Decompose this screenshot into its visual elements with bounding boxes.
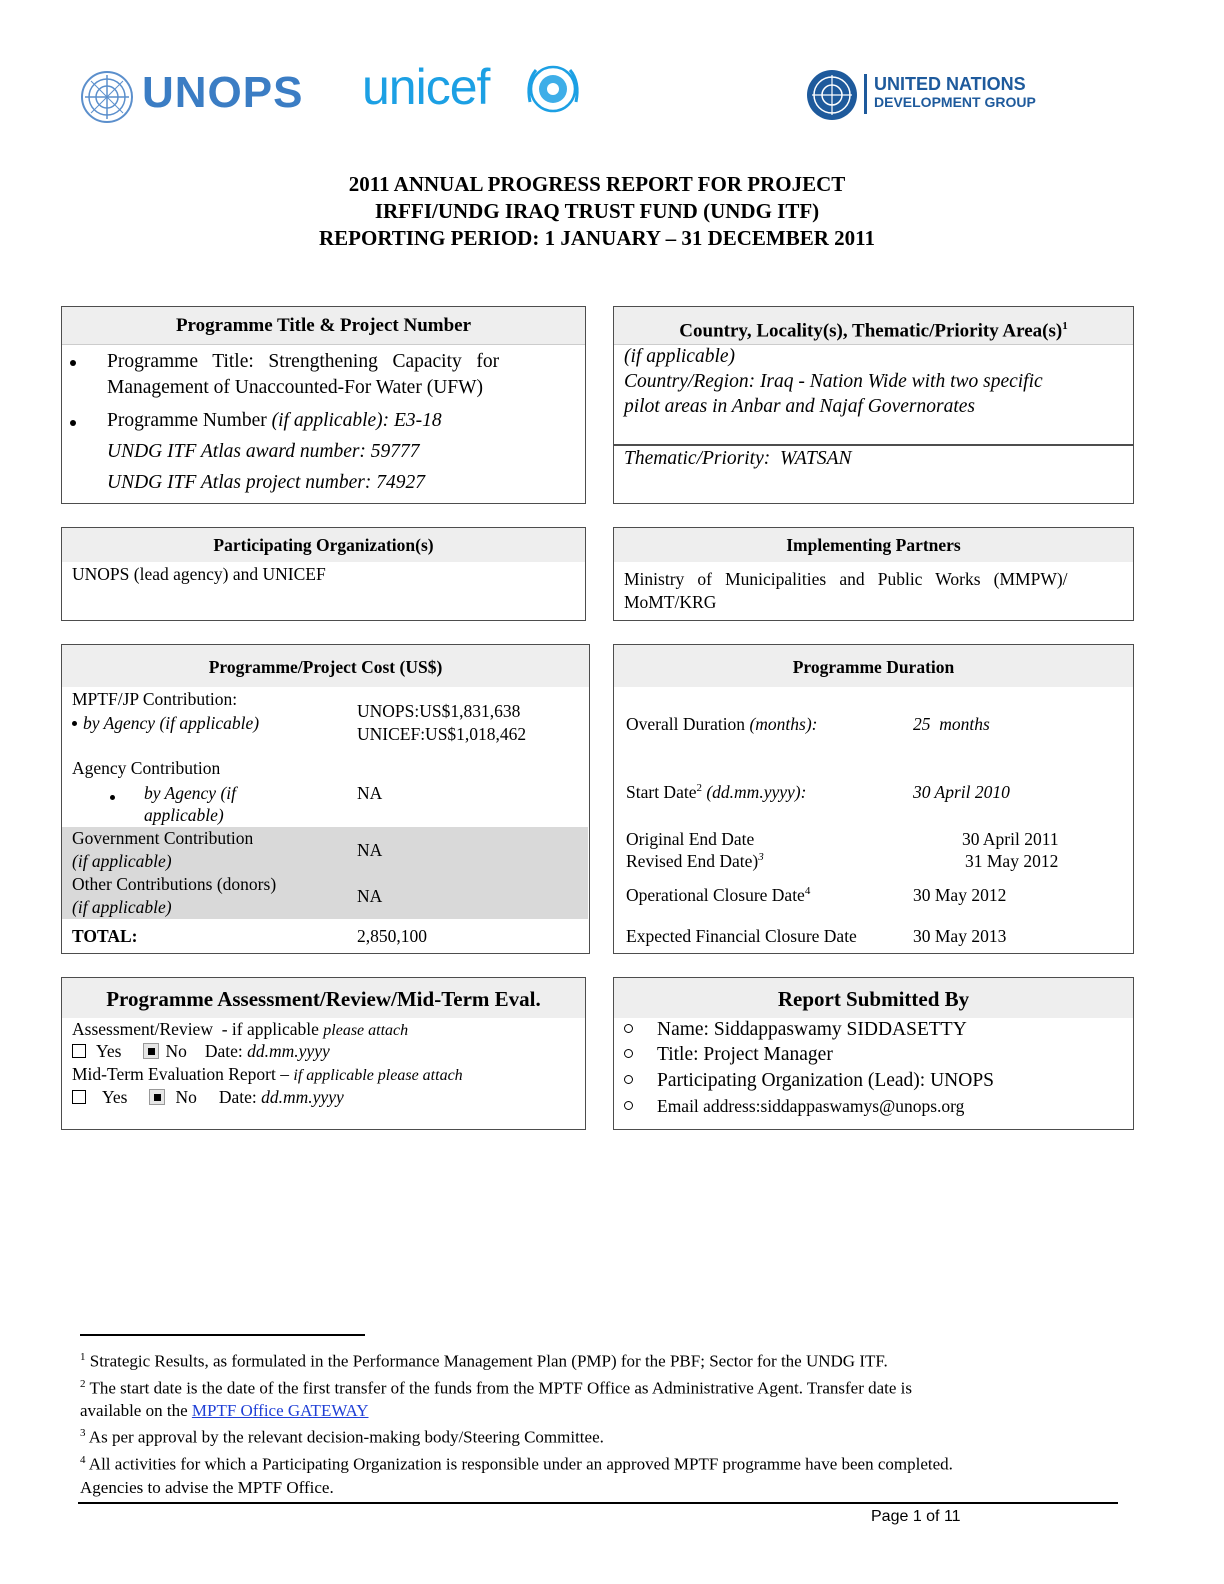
cost-box [61,644,590,954]
country-region-line1: Country/Region: Iraq - Nation Wide with two specific [624,371,1043,392]
submitter-name: Name: Siddappaswamy SIDDASETTY [657,1019,967,1040]
midterm-attach: if applicable please attach [293,1067,463,1084]
country-heading [614,307,1133,345]
submitter-email: Email address:siddappaswamys@unops.org [657,1096,965,1116]
midterm-yes-label: Yes [102,1087,128,1107]
footnote-ref-2: 2 [696,782,702,795]
footnote-4-number: 4 [80,1453,86,1466]
participating-box [61,527,586,621]
footnote-3 [80,1422,1140,1449]
review-label [72,1019,408,1040]
review-date-label: Date: [204,1041,248,1061]
atlas-award-number: UNDG ITF Atlas award number: 59777 [107,441,420,462]
submitter-org-row [624,1070,994,1092]
total-value: 2,850,100 [357,926,427,946]
atlas-project-number: UNDG ITF Atlas project number: 74927 [107,472,425,493]
submitter-email-row [624,1096,964,1117]
op-label: Operational Closure Date [626,885,805,905]
start-format: (dd.mm.yyyy): [701,782,807,802]
midterm-label-text: Mid-Term Evaluation Report – [72,1064,294,1084]
original-end-label: Original End Date [626,829,755,849]
bullet-icon [110,795,115,800]
country-box [613,306,1134,504]
midterm-options [72,1087,344,1108]
undg-emblem [805,68,859,122]
agency-by-agency-b: applicable) [144,805,224,825]
footer-rule [78,1502,1118,1504]
footnote-2-cont [80,1399,1140,1422]
revised-label: Revised End Date) [626,851,759,871]
footnote-3-text: As per approval by the relevant decision-making body/Steering Committee. [85,1427,604,1447]
overall-label: Overall Duration [626,714,750,734]
unops-amount: UNOPS:US$1,831,638 [357,701,521,721]
footnote-1 [80,1346,1140,1373]
unicef-globe-icon [522,62,584,120]
overall-duration-value: 25 months [913,714,990,734]
footnote-4-text: All activities for which a Participating Organization is responsible under an approved MPTF programme have been completed. [85,1454,953,1474]
implementing-box [613,527,1134,621]
programme-number-value: (if applicable): E3-18 [271,410,442,431]
footnote-4-text-b: Agencies to advise the MPTF Office. [80,1477,334,1497]
original-end-value: 30 April 2011 [962,829,1059,849]
implementing-line2: MoMT/KRG [624,592,717,612]
submitted-heading: Report Submitted By [614,978,1133,1018]
un-emblem-icon [80,70,134,124]
total-label: TOTAL: [72,926,138,946]
unicef-amount: UNICEF:US$1,018,462 [357,724,527,744]
programme-title-box [61,306,586,504]
submitter-name-row [624,1019,967,1041]
by-agency-label: by Agency (if applicable) [83,713,260,733]
duration-heading: Programme Duration [614,645,1133,687]
unicef-emblem [522,62,584,120]
undg-divider [864,74,867,114]
midterm-label [72,1064,463,1085]
circle-bullet-icon [624,1049,633,1058]
start-label: Start Date [626,782,697,802]
footnotes [80,1346,1140,1499]
review-attach: please attach [323,1022,409,1039]
programme-number-label: Programme Number [107,410,272,431]
review-options [72,1041,330,1062]
programme-title-text: Programme Title: Strengthening Capacity for [107,351,500,372]
other-label: Other Contributions (donors) [72,874,277,894]
agency-by-agency-a: by Agency (if [144,783,236,803]
un-globe-icon [805,68,859,122]
implementing-line1: Ministry of Municipalities and Public Works (MMPW)/ [624,569,1068,589]
submitter-title-row [624,1044,833,1066]
undg-logo-line1: UNITED NATIONS [874,74,1026,94]
review-no-label: No [165,1041,187,1061]
overall-duration-label [626,714,817,735]
review-label-text: Assessment/Review - if applicable [72,1019,324,1039]
programme-number [107,410,442,432]
assessment-box [61,977,586,1130]
start-date-label [626,782,806,803]
duration-box [613,644,1134,954]
start-date-value: 30 April 2010 [913,782,1010,802]
country-region-line2: pilot areas in Anbar and Najaf Governorates [624,396,975,417]
review-no-checkbox[interactable] [143,1043,159,1059]
other-if: (if applicable) [72,897,172,917]
report-title-line2: IRFFI/UNDG IRAQ TRUST FUND (UNDG ITF) [374,199,820,223]
footnote-4 [80,1449,1140,1476]
footnote-1-text: Strategic Results, as formulated in the Performance Management Plan (PMP) for the PBF; Sector for the UNDG ITF. [85,1351,888,1371]
gov-label: Government Contribution [72,828,254,848]
footnote-ref-4: 4 [804,885,811,898]
participating-value: UNOPS (lead agency) and UNICEF [72,564,326,584]
country-divider [614,444,1133,446]
programme-title-heading: Programme Title & Project Number [62,307,585,345]
op-closure-label [626,885,810,906]
assessment-heading: Programme Assessment/Review/Mid-Term Eval. [62,978,585,1018]
review-date-value: dd.mm.yyyy [247,1041,330,1061]
footnote-4-cont [80,1476,1140,1499]
footnote-separator [80,1334,365,1336]
gov-value: NA [357,840,383,860]
footnote-2-text-b: available on the [80,1401,192,1421]
midterm-no-label: No [175,1087,197,1107]
footnote-1-number: 1 [80,1351,86,1363]
circle-bullet-icon [624,1101,633,1110]
submitter-title: Title: Project Manager [657,1044,833,1065]
op-closure-value: 30 May 2012 [913,885,1007,905]
submitter-org: Participating Organization (Lead): UNOPS [657,1070,995,1091]
submitted-box [613,977,1134,1130]
mptf-gateway-link[interactable]: MPTF Office GATEWAY [191,1401,369,1421]
page-number: Page 1 of 11 [871,1508,961,1525]
report-title-line1: 2011 ANNUAL PROGRESS REPORT FOR PROJECT [348,172,846,196]
footnote-2-text: The start date is the date of the first transfer of the funds from the MPTF Office as Administrative Agent. Transfer date is [85,1378,913,1398]
cost-heading: Programme/Project Cost (US$) [62,645,589,687]
agency-value: NA [357,783,383,803]
other-value: NA [357,886,383,906]
circle-bullet-icon [624,1024,633,1033]
fin-closure-value: 30 May 2013 [913,926,1007,946]
implementing-heading: Implementing Partners [614,528,1133,562]
circle-bullet-icon [624,1075,633,1084]
midterm-date-value: dd.mm.yyyy [261,1087,344,1107]
footnote-ref-3: 3 [758,851,764,864]
unicef-logo: unicef [362,59,490,115]
programme-title-text-2: Management of Unaccounted-For Water (UFW) [107,377,484,398]
un-emblem-unops [80,70,134,124]
country-if-applicable: (if applicable) [624,346,736,367]
bullet-icon [70,420,76,426]
footnote-2-number: 2 [80,1377,86,1390]
participating-heading: Participating Organization(s) [62,528,585,562]
revised-end-label [626,851,764,872]
review-yes-checkbox[interactable] [72,1044,86,1058]
country-heading-text: Country, Locality(s), Thematic/Priority Area(s) [679,320,1063,342]
midterm-date-label: Date: [218,1087,262,1107]
footnote-3-number: 3 [80,1427,86,1440]
footnote-2 [80,1373,1140,1400]
mptf-label: MPTF/JP Contribution: [72,689,238,709]
overall-unit: (months): [749,714,818,734]
gov-if: (if applicable) [72,851,172,871]
fin-closure-label: Expected Financial Closure Date [626,926,857,946]
midterm-no-checkbox[interactable] [149,1089,165,1105]
by-agency-row [72,713,259,734]
bullet-icon [70,360,76,366]
unops-logo: UNOPS [142,68,304,117]
report-title-line3: REPORTING PERIOD: 1 JANUARY – 31 DECEMBER 2011 [318,226,876,250]
undg-logo-line2: DEVELOPMENT GROUP [874,94,1036,110]
midterm-yes-checkbox[interactable] [72,1090,86,1104]
bullet-icon [72,721,77,726]
footnote-ref-1: 1 [1062,320,1068,332]
revised-end-value: 31 May 2012 [965,851,1059,871]
thematic-priority: Thematic/Priority: WATSAN [624,448,852,469]
agency-contribution-label: Agency Contribution [72,758,221,778]
review-yes-label: Yes [96,1041,122,1061]
